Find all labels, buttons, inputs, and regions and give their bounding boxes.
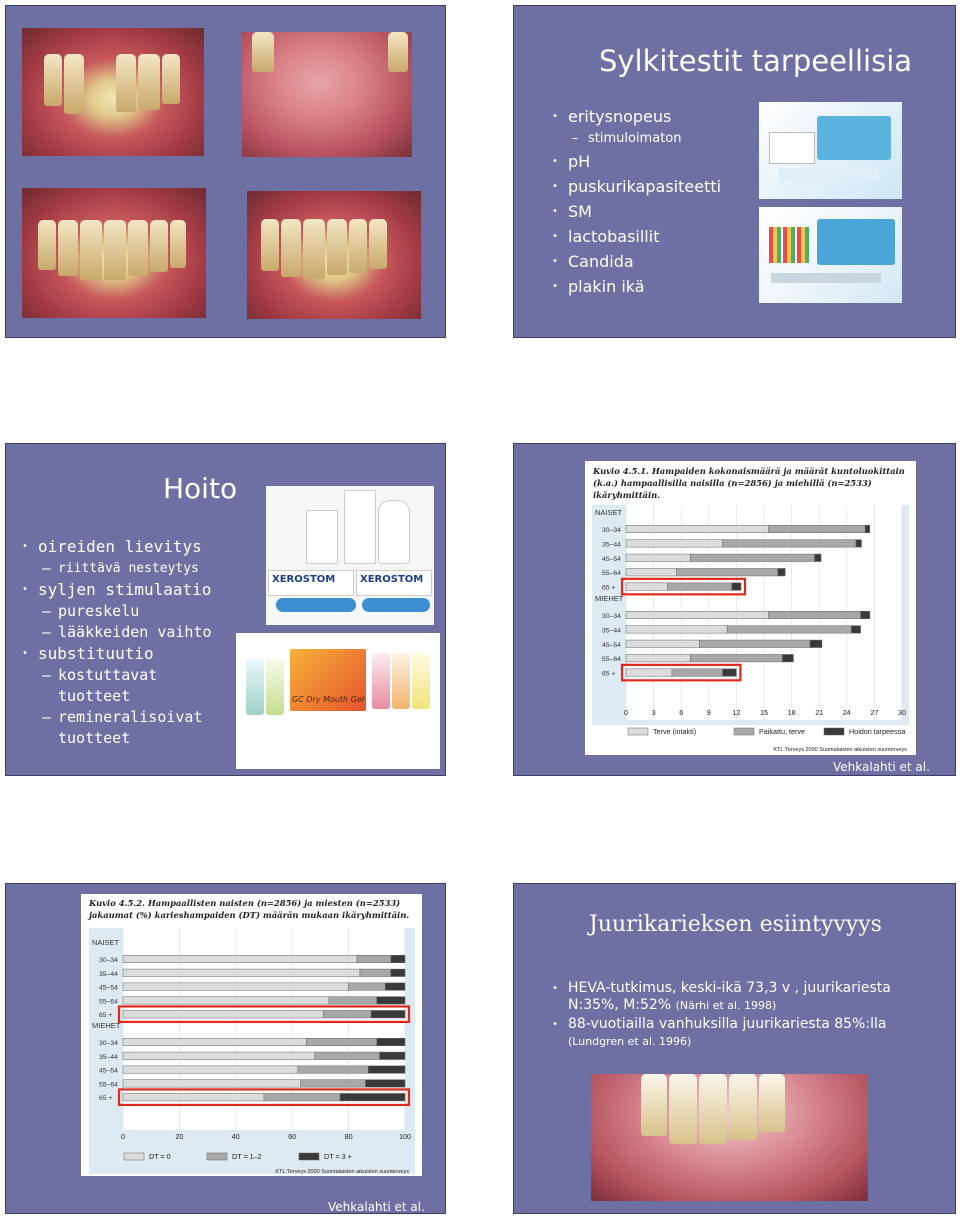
bullet-text: HEVA-tutkimus, keski-ikä 73,3 v , juurikariesta N:35%, M:52% xyxy=(568,980,891,1013)
bullet-list xyxy=(552,104,768,299)
group-label: NAISET xyxy=(92,938,120,947)
bar-segment xyxy=(371,1010,405,1018)
legend-swatch xyxy=(207,1153,227,1160)
x-tick-label: 20 xyxy=(175,1132,184,1141)
bullet-item xyxy=(22,579,238,601)
x-tick-label: 100 xyxy=(399,1132,411,1141)
legend-label: Hoidon tarpeessa xyxy=(849,727,906,736)
slide-5 xyxy=(5,883,446,1228)
x-tick-label: 6 xyxy=(679,708,684,717)
bar-segment xyxy=(380,1052,405,1060)
category-label: 65 + xyxy=(602,670,616,678)
bullet-text: eritysnopeus xyxy=(568,107,672,126)
x-tick-label: 60 xyxy=(288,1132,297,1141)
tooth-condition-chart xyxy=(585,461,916,755)
bar-segment xyxy=(360,969,391,977)
x-tick-label: 3 xyxy=(651,708,656,717)
bar-segment xyxy=(778,568,785,576)
legend-label: DT = 0 xyxy=(149,1152,171,1161)
bar-segment xyxy=(123,1052,315,1060)
bar-segment xyxy=(301,1080,366,1088)
brand-label: XEROSTOM xyxy=(360,574,424,585)
legend-label: Paikattu, terve xyxy=(759,727,805,736)
dash-marker: – xyxy=(42,602,52,620)
bullet-list xyxy=(22,536,238,749)
citation: Vehkalahti et al. 2004 xyxy=(328,1200,425,1228)
chart-caption: Kuvio 4.5.1. Hampaiden kokonaismäärä ja määrät kuntoluokittain (k.a.) hampaallisilla naisilla (n=2856) ja miehillä (n=2533) ikäryhmittäin. xyxy=(593,466,905,500)
bar-segment xyxy=(861,611,870,619)
category-label: 45–54 xyxy=(99,1067,118,1075)
category-label: 65 + xyxy=(99,1095,113,1103)
category-label: 35–44 xyxy=(602,541,621,549)
slide-1 xyxy=(5,5,446,338)
bullet-text: plakin ikä xyxy=(568,277,645,296)
bullet-marker: • xyxy=(552,181,558,192)
bar-segment xyxy=(626,568,677,576)
chart-caption: Kuvio 4.5.2. Hampaallisten naisten (n=2856) ja miesten (n=2533) jakaumat (%) karieshampaiden (DT) määrän mukaan ikäryhmittäin. xyxy=(89,898,410,920)
bar-segment xyxy=(391,969,405,977)
category-label: 35–44 xyxy=(99,970,118,978)
bullet-text: puskurikapasiteetti xyxy=(568,177,722,196)
bar-segment xyxy=(667,583,731,591)
x-tick-label: 30 xyxy=(898,708,906,717)
bar-segment xyxy=(123,1080,301,1088)
bar-segment xyxy=(723,540,856,548)
photo-teeth-3 xyxy=(22,188,206,318)
bullet-item xyxy=(552,149,768,174)
dash-marker: – xyxy=(572,131,579,146)
bullet-item xyxy=(552,224,768,249)
legend-swatch xyxy=(734,728,754,735)
dash-marker: – xyxy=(42,708,52,726)
bullet-marker: • xyxy=(552,1019,558,1030)
bullet-text: remineralisoivat tuotteet xyxy=(58,708,203,747)
bullet-item xyxy=(552,274,768,299)
bar-segment xyxy=(626,583,667,591)
saliva-test-kit-image-1 xyxy=(759,102,902,199)
bullet-item xyxy=(552,174,768,199)
bar-segment xyxy=(349,983,386,991)
bar-segment xyxy=(385,983,405,991)
bar-segment xyxy=(769,525,866,533)
bullet-item xyxy=(22,643,238,665)
category-label: 35–44 xyxy=(99,1053,118,1061)
bullet-text: oireiden lievitys xyxy=(38,537,202,556)
sub-bullet-item xyxy=(42,558,238,579)
bullet-item xyxy=(552,249,768,274)
bar-segment xyxy=(810,640,822,648)
bullet-marker: • xyxy=(22,648,29,659)
x-tick-label: 27 xyxy=(870,708,879,717)
slide-6 xyxy=(513,883,956,1214)
slide-title: Sylkitestit tarpeellisia xyxy=(598,44,913,78)
bar-segment xyxy=(123,1010,323,1018)
bar-segment xyxy=(782,654,793,662)
legend-label: DT = 3 + xyxy=(324,1152,352,1161)
x-tick-label: 15 xyxy=(760,708,768,717)
bar-segment xyxy=(357,955,391,963)
bar-segment xyxy=(377,1038,405,1046)
bar-segment xyxy=(123,983,349,991)
bar-segment xyxy=(368,1066,405,1074)
brand-label: XEROSTOM xyxy=(272,574,336,585)
bullet-item xyxy=(22,536,238,558)
bar-segment xyxy=(329,997,377,1005)
slide-3 xyxy=(5,443,446,776)
citation: Vehkalahti et al. 2004 xyxy=(833,760,930,788)
bar-segment xyxy=(323,1010,371,1018)
bullet-text: pH xyxy=(568,152,591,171)
category-label: 65 + xyxy=(99,1012,113,1020)
bar-segment xyxy=(700,640,810,648)
bullet-text: kostuttavat tuotteet xyxy=(58,666,158,705)
x-tick-label: 9 xyxy=(706,708,711,717)
bar-segment xyxy=(727,626,851,634)
sub-bullet-item xyxy=(42,707,238,749)
bar-segment xyxy=(769,611,861,619)
legend-label: Terve (intakti) xyxy=(653,727,697,736)
bar-segment xyxy=(626,540,723,548)
chart-panel xyxy=(585,461,916,755)
bar-segment xyxy=(315,1052,380,1060)
bar-segment xyxy=(123,997,329,1005)
bar-segment xyxy=(626,626,727,634)
bar-segment xyxy=(815,554,821,562)
reference-text: (Lundgren et al. 1996) xyxy=(568,1035,692,1048)
bar-segment xyxy=(340,1093,405,1101)
gc-dry-mouth-gel-image xyxy=(236,633,440,769)
category-label: 45–54 xyxy=(602,555,621,563)
dash-marker: – xyxy=(42,559,52,577)
slide-2 xyxy=(513,5,956,338)
bar-segment xyxy=(672,669,723,677)
category-label: 45–54 xyxy=(602,641,621,649)
sub-bullet-item xyxy=(42,665,238,707)
x-tick-label: 40 xyxy=(231,1132,240,1141)
bar-segment xyxy=(391,955,405,963)
sub-bullet-item xyxy=(572,129,768,149)
category-label: 30–34 xyxy=(602,613,621,620)
x-tick-label: 12 xyxy=(732,708,741,717)
x-tick-label: 80 xyxy=(344,1132,353,1141)
x-tick-label: 0 xyxy=(121,1132,125,1141)
bar-segment xyxy=(123,955,357,963)
category-label: 55–64 xyxy=(602,570,621,578)
photo-teeth-4 xyxy=(247,191,421,319)
bullet-item xyxy=(552,199,768,224)
bullet-text: riittävä nesteytys xyxy=(58,561,199,576)
bullet-marker: • xyxy=(552,206,558,217)
bullet-marker: • xyxy=(22,541,29,552)
bullet-text: SM xyxy=(568,202,592,221)
x-tick-label: 18 xyxy=(787,708,796,717)
bullet-marker: • xyxy=(552,111,558,122)
bar-segment xyxy=(626,611,769,619)
chart-panel xyxy=(81,894,422,1176)
x-tick-label: 21 xyxy=(815,708,824,717)
bullet-text: Candida xyxy=(568,252,634,271)
bullet-text: syljen stimulaatio xyxy=(38,580,212,599)
bar-segment xyxy=(723,669,737,677)
group-label: NAISET xyxy=(595,508,623,517)
bar-segment xyxy=(366,1080,405,1088)
bullet-text: stimuloimaton xyxy=(588,131,682,146)
category-label: 30–34 xyxy=(99,1040,118,1047)
bullet-text: substituutio xyxy=(38,644,154,663)
category-label: 30–34 xyxy=(99,957,118,964)
legend-swatch xyxy=(824,728,844,735)
photo-teeth-1 xyxy=(22,28,204,156)
bullet-text: 88-vuotiailla vanhuksilla juurikariesta 85%:lla xyxy=(568,1016,887,1032)
bar-segment xyxy=(732,583,741,591)
bar-segment xyxy=(865,525,870,533)
legend-label: DT = 1–2 xyxy=(232,1152,262,1161)
category-label: 55–64 xyxy=(602,656,621,664)
bullet-text: lääkkeiden vaihto xyxy=(58,623,212,641)
photo-root-caries xyxy=(591,1074,868,1201)
bar-segment xyxy=(123,969,360,977)
photo-teeth-2 xyxy=(242,32,412,157)
bar-segment xyxy=(306,1038,377,1046)
source-note: KTL:Terveys 2000 Suomalaisten aikuisten suunterveys xyxy=(773,747,907,753)
x-tick-label: 24 xyxy=(842,708,851,717)
bar-segment xyxy=(626,525,769,533)
source-note: KTL:Terveys 2000 Suomalaisten aikuisten suunterveys xyxy=(275,1169,409,1175)
bullet-text: pureskelu xyxy=(58,602,140,620)
brand-label: GC Dry Mouth Gel xyxy=(292,695,365,704)
bar-segment xyxy=(123,1038,306,1046)
legend-swatch xyxy=(124,1153,144,1160)
bar-segment xyxy=(626,669,672,677)
bullet-item xyxy=(552,980,940,1014)
bar-segment xyxy=(856,540,862,548)
bar-segment xyxy=(123,1066,298,1074)
bar-segment xyxy=(626,640,700,648)
category-label: 30–34 xyxy=(602,527,621,534)
sub-bullet-item xyxy=(42,622,238,643)
slide-title: Juurikarieksen esiintyvyys xyxy=(589,912,882,937)
bar-segment xyxy=(377,997,405,1005)
bullet-marker: • xyxy=(552,156,558,167)
bullet-text: lactobasillit xyxy=(568,227,660,246)
bar-segment xyxy=(626,654,690,662)
category-label: 55–64 xyxy=(99,1081,118,1089)
bar-segment xyxy=(851,626,860,634)
bar-segment xyxy=(677,568,778,576)
bar-segment xyxy=(264,1093,340,1101)
bullet-item xyxy=(552,104,768,129)
bullet-marker: • xyxy=(552,281,558,292)
bullet-marker: • xyxy=(552,231,558,242)
bar-segment xyxy=(123,1093,264,1101)
bar-segment xyxy=(690,554,814,562)
bar-segment xyxy=(690,654,782,662)
legend-swatch xyxy=(299,1153,319,1160)
slide-title: Hoito xyxy=(163,472,238,505)
category-label: 35–44 xyxy=(602,627,621,635)
bullet-marker: • xyxy=(552,256,558,267)
legend-swatch xyxy=(628,728,648,735)
caries-distribution-chart xyxy=(81,894,422,1176)
xerostom-products-image xyxy=(266,486,434,625)
reference-text: (Närhi et al. 1998) xyxy=(675,999,777,1012)
group-label: MIEHET xyxy=(92,1021,121,1030)
x-tick-label: 0 xyxy=(624,708,628,717)
bullet-marker: • xyxy=(22,584,29,595)
slide-4 xyxy=(513,443,956,788)
bullet-marker: • xyxy=(552,983,558,994)
bullet-list xyxy=(552,980,940,1052)
bullet-item xyxy=(552,1016,940,1050)
saliva-test-kit-image-2 xyxy=(759,207,902,303)
category-label: 45–54 xyxy=(99,984,118,992)
category-label: 65 + xyxy=(602,584,616,592)
category-label: 55–64 xyxy=(99,998,118,1006)
bar-segment xyxy=(298,1066,369,1074)
sub-bullet-item xyxy=(42,601,238,622)
bar-segment xyxy=(626,554,690,562)
group-label: MIEHET xyxy=(595,594,624,603)
dash-marker: – xyxy=(42,666,52,684)
dash-marker: – xyxy=(42,623,52,641)
